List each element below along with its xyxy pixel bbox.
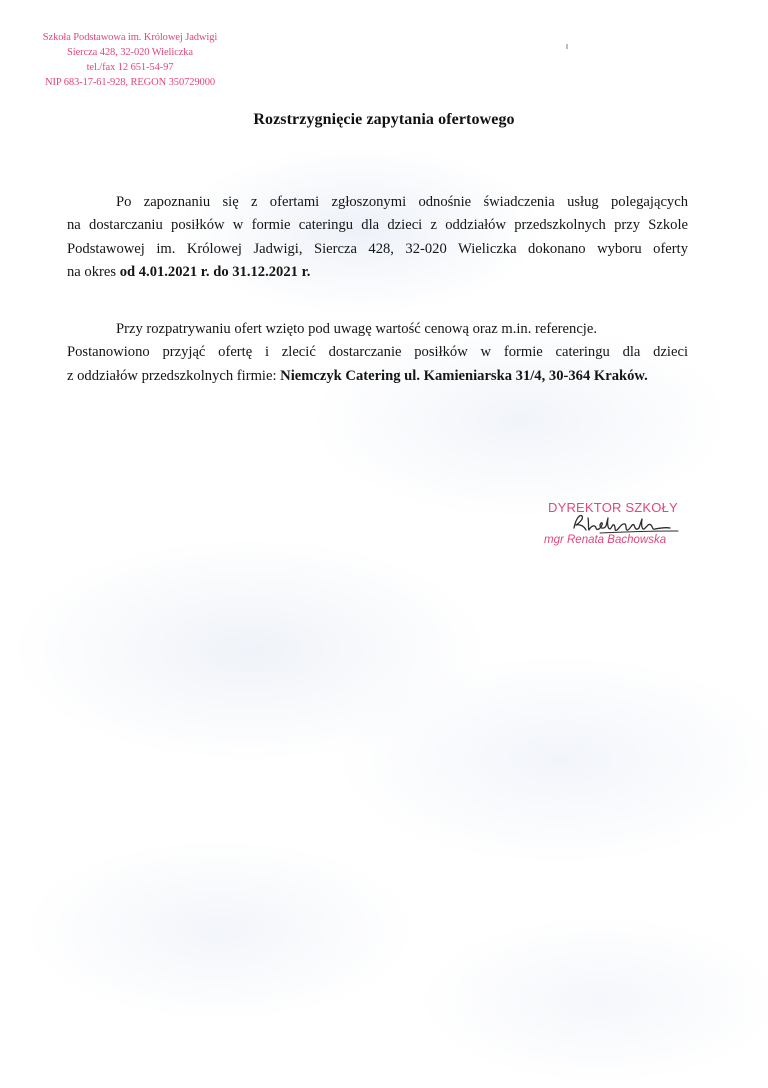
selected-company: Niemczyk Catering ul. Kamieniarska 31/4, 30-364 Kraków. [280, 367, 648, 384]
company-label: z oddziałów przedszkolnych firmie: [67, 367, 281, 384]
contract-period: od 4.01.2021 r. do 31.12.2021 r. [119, 264, 311, 281]
school-header-stamp [30, 30, 230, 90]
paragraph-line [67, 365, 688, 388]
paragraph-line: na dostarczaniu posiłków w formie cateringu dla dzieci z oddziałów przedszkolnych przy Szkole [67, 217, 688, 234]
handwritten-signature [570, 510, 682, 536]
director-name: mgr Renata Bachowska [544, 534, 667, 546]
paragraph-line [67, 261, 688, 284]
paragraph-line: Przy rozpatrywaniu ofert wzięto pod uwagę wartość cenową oraz m.in. referencje. [116, 321, 597, 337]
paragraph-line: Po zapoznaniu się z ofertami zgłoszonymi odnośnie świadczenia usług polegających [116, 194, 688, 210]
director-title: DYREKTOR SZKOŁY [548, 500, 678, 515]
stamp-address: Siercza 428, 32-020 Wieliczka [67, 47, 193, 58]
stamp-school-name: Szkoła Podstawowa im. Królowej Jadwigi [42, 32, 218, 43]
stamp-phone: tel./fax 12 651-54-97 [86, 62, 174, 73]
paragraph-decision [67, 318, 688, 388]
period-label: na okres [67, 264, 120, 281]
document-title: Rozstrzygnięcie zapytania ofertowego [253, 111, 515, 128]
paragraph-line: Postanowiono przyjąć ofertę i zlecić dostarczanie posiłków w formie cateringu dla dzieci [67, 344, 688, 361]
scan-mark [566, 44, 568, 49]
paragraph-line: Podstawowej im. Królowej Jadwigi, Siercza 428, 32-020 Wieliczka dokonano wyboru oferty [67, 240, 688, 257]
paragraph-selection [67, 191, 688, 285]
stamp-nip-regon: NIP 683-17-61-928, REGON 350729000 [44, 77, 216, 88]
